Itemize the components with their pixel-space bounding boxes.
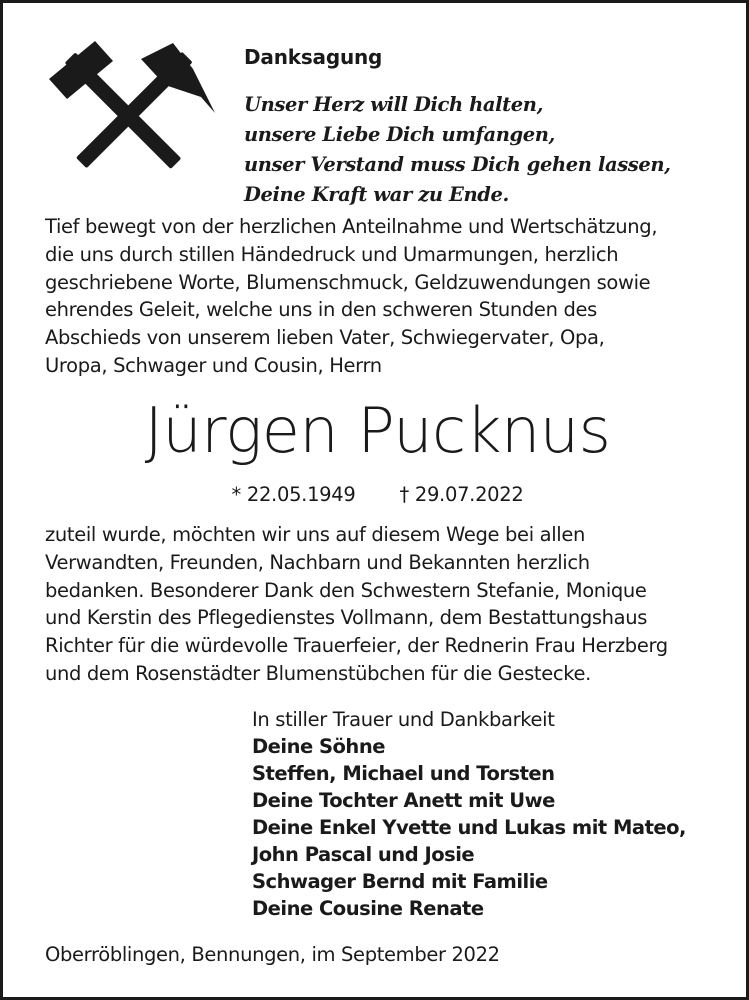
text-line: Tief bewegt von der herzlichen Anteilnahme und Wertschätzung,	[45, 215, 658, 238]
poem-line: Unser Herz will Dich halten,	[244, 93, 543, 116]
poem-line: Deine Kraft war zu Ende.	[244, 183, 509, 206]
text-line: ehrendes Geleit, welche uns in den schweren Stunden des	[45, 298, 597, 322]
signer-line: Deine Tochter Anett mit Uwe	[252, 789, 555, 812]
text-line: zuteil wurde, möchten wir uns auf diesem Wege bei allen	[45, 523, 585, 546]
text-line: Uropa, Schwager und Cousin, Herrn	[45, 353, 382, 377]
heading-danksagung: Danksagung	[244, 45, 383, 69]
intro-paragraph	[45, 213, 657, 380]
signer-line: Deine Cousine Renate	[252, 897, 484, 920]
text-line: und dem Rosenstädter Blumenstübchen für die Gestecke.	[45, 661, 591, 685]
text-line: geschriebene Worte, Blumenschmuck, Geldzuwendungen sowie	[45, 270, 651, 294]
text-line: Abschieds von unserem lieben Vater, Schwiegervater, Opa,	[45, 326, 605, 350]
signers-intro: In stiller Trauer und Dankbarkeit	[252, 708, 555, 731]
signer-line: Steffen, Michael und Torsten	[252, 762, 555, 785]
text-line: die uns durch stillen Händedruck und Umarmungen, herzlich	[45, 242, 619, 266]
poem-line: unser Verstand muss Dich gehen lassen,	[244, 153, 671, 176]
life-dates	[3, 483, 749, 507]
place-and-date: Oberröblingen, Bennungen, im September 2022	[45, 943, 500, 966]
signers-block	[252, 706, 686, 922]
text-line: bedanken. Besonderer Dank den Schwestern Stefanie, Monique	[45, 578, 647, 602]
crossed-hammers-icon	[43, 37, 215, 195]
signer-line: Schwager Bernd mit Familie	[252, 870, 548, 893]
birth-date: * 22.05.1949	[231, 483, 356, 506]
thanks-paragraph	[45, 521, 668, 688]
signer-line: John Pascal und Josie	[252, 843, 475, 866]
death-date: † 29.07.2022	[399, 483, 524, 506]
signer-line: Deine Söhne	[252, 735, 385, 758]
deceased-name: Jürgen Pucknus	[144, 394, 611, 467]
poem-line: unsere Liebe Dich umfangen,	[244, 123, 555, 146]
text-line: Richter für die würdevolle Trauerfeier, der Rednerin Frau Herzberg	[45, 634, 668, 658]
poem	[244, 90, 671, 210]
text-line: Verwandten, Freunden, Nachbarn und Bekannten herzlich	[45, 550, 590, 574]
text-line: und Kerstin des Pflegedienstes Vollmann, dem Bestattungshaus	[45, 606, 648, 630]
signer-line: Deine Enkel Yvette und Lukas mit Mateo,	[252, 816, 686, 839]
